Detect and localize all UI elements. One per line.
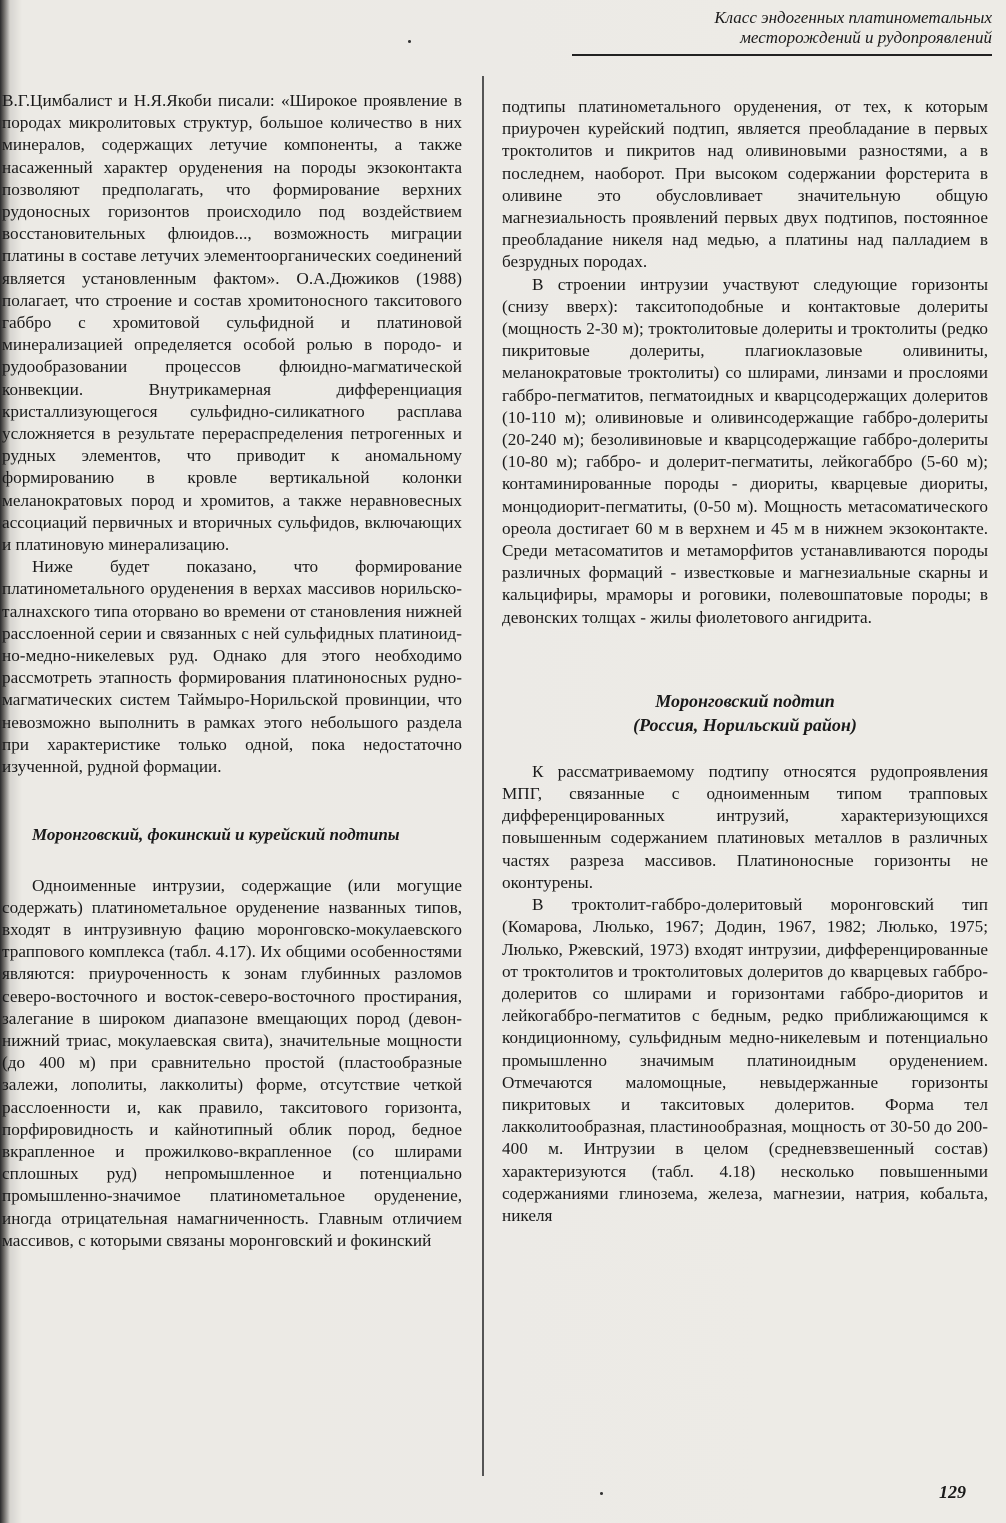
running-head-line-1: Класс эндогенных платинометальных xyxy=(714,8,992,27)
page-number: 129 xyxy=(939,1482,966,1502)
running-head-line-2: месторождений и рудопроявлений xyxy=(740,28,992,47)
paragraph: К рассматриваемому подтипу относятся рудопроявления МПГ, связанные с одноименным типом трапповых дифференцированных интрузий, характеризующихся повышенным содержанием платиновых металлов в различных частях разреза массивов. Платиноносные горизонты не оконтурены. xyxy=(502,761,988,892)
left-column xyxy=(2,90,462,1252)
paragraph: В троктолит-габбро-долеритовый моронговский тип (Комарова, Люлько, 1967; Додин, 1967, 1982; Люлько, 1975; Люлько, Ржевский, 1973) входят интрузии, дифференцированные от троктолитов и троктолитовых долеритов до кварцевых габбро-долеритов со шлирами и горизонтами габбро-диоритов и лейкогаббро-пегматитов с бедным, редко приближающимся к кондиционному, сульфидным медно-никелевым и потенциально промышленно значимым платиноидным оруденением. Отмечаются маломощные, невыдержанные горизонты пикритовых и такситовых долеритов. Форма тел лакколитообразная, пластинообразная, мощность от 30-50 до 200-400 м. Интрузии в целом (средневзвешенный состав) характеризуются (табл. 4.18) несколько повышенными содержаниями глинозема, железа, магнезии, натрия, кобальта, никеля xyxy=(502,895,988,1225)
running-head xyxy=(572,8,992,56)
paragraph: Ниже будет показано, что формирование платинометального оруденения в верхах массивов норильско-талнахского типа оторвано во времени от становления нижней расслоенной серии и связанных с ней сульфидных платиноид-но-медно-никелевых руд. Однако для этого необходимо рассмотреть этапность формирования платиноносных рудно-магматических систем Таймыро-Норильской провинции, что невозможно выполнить в рамках этого небольшого раздела при характеристике только одной, пока недостаточно изученной, рудной формации. xyxy=(2,557,462,777)
paragraph: В строении интрузии участвуют следующие горизонты (снизу вверх): такситоподобные и контактовые долериты (мощность 2-30 м); троктолитовые долериты и троктолиты (редко пикритовые долериты, плагиоклазовые оливиниты, меланократовые троктолиты) со шлирами, линзами и прослоями габбро-пегматитов, пегматоидных и кварцсодержащих долеритов (10-110 м); оливиновые и оливинсодержащие габбро-долериты (20-240 м); безоливиновые и кварцсодержащие габбро-долериты (10-80 м); габбро- и долерит-пегматиты, лейкогаббро (5-60 м); контаминированные породы - диориты, кварцевые диориты, монцодиорит-пегматиты, (0-50 м). Мощность метасоматического ореола достигает 60 м в верхнем и 45 м в нижнем экзоконтакте. Среди метасоматитов и метаморфитов устанавливаются породы различных формаций - известковые и магнезиальные скарны и кальцифиры, мраморы и роговики, полевошпатовые породы; в девонских толщах - жилы фиолетового ангидрита. xyxy=(502,274,988,627)
paragraph: подтипы платинометального оруденения, от тех, к которым приурочен курейский подтип, является преобладание в первых троктолитов и пикритов над оливиновыми разностями, а в последнем, наоборот. При высоком содержании форстерита в оливине это обусловливает значительную общую магнезиальность проявлений первых двух подтипов, постоянное преобладание никеля над медью, а платины над палладием в безрудных породах. xyxy=(502,97,988,272)
paragraph: В.Г.Цимбалист и Н.Я.Якоби писали: «Широкое проявление в породах микролитовых структур, большое количество в них минералов, содержащих летучие компоненты, а также насаженный характер оруденения на породы экзоконтакта позволяют предполагать, что формирование верхних рудоносных горизонтов происходило под воздействием восстановительных флюидов..., возможность миграции платины в составе летучих элементоорганических соединений является установленным фактом». О.А.Дюжиков (1988) полагает, что строение и состав хромитоносного такситового габбро с хромитовой сульфидной и платиновой минерализацией определяется особой ролью в породо- и рудообразовании процессов флюидно-магматической конвекции. Внутрикамерная дифференциация кристаллизующегося сульфидно-силикатного расплава усложняется в результате перераспределения петрогенных и рудных элементов, что приводит к аномальному формированию в кровле вертикальной колонки меланократовых пород и хромитов, а также неравновесных ассоциаций первичных и вторичных сульфидов, включающих и платиновую минерализацию. xyxy=(2,91,462,555)
section-title-line-2: (Россия, Норильский район) xyxy=(633,714,857,735)
column-divider xyxy=(482,76,484,1476)
paragraph: Одноименные интрузии, содержащие (или могущие содержать) платинометальное оруденение названных типов, входят в интрузивную фацию моронговско-мокулаевского траппового комплекса (табл. 4.17). Их общими особенностями являются: приуроченность к зонам глубинных разломов северо-восточного и восток-северо-восточного простирания, залегание в широком диапазоне вмещающих пород (девон-нижний триас, мокулаевская свита), значительные мощности (до 400 м) при сравнительно простой (пластообразные залежи, лополиты, лакколиты) форме, отсутствие четкой расслоенности и, как правило, такситового горизонта, порфировидность и кайнотипный облик пород, бедное вкрапленное и прожилково-вкрапленное (со шлирами сплошных руд) непромышленное и потенциально промышленно-значимое платинометальное оруденение, иногда отрицательная намагниченность. Главным отличием массивов, с которыми связаны моронговский и фокинский xyxy=(2,875,462,1250)
section-title-line-1: Моронговский подтип xyxy=(655,690,835,711)
right-column xyxy=(502,96,988,1227)
section-title xyxy=(502,689,988,737)
subsection-heading: Моронговский, фокинский и курейский подтипы xyxy=(32,825,400,845)
print-speck xyxy=(408,40,411,43)
print-speck xyxy=(600,1492,603,1495)
